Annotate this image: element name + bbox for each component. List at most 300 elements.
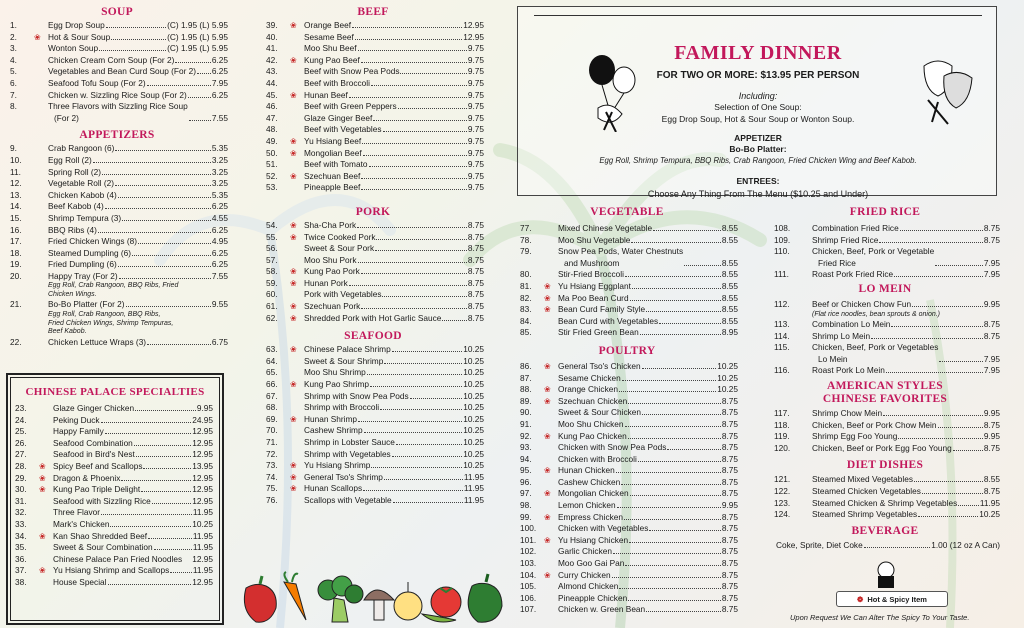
item-price: 8.75 — [721, 407, 738, 418]
leader-dots — [617, 507, 721, 508]
item-price: 7.95 — [983, 353, 1000, 364]
item-price: 9.75 — [467, 54, 484, 65]
menu-item — [262, 171, 484, 183]
item-number: 34. — [15, 530, 27, 541]
item-number: 36. — [15, 553, 27, 564]
leader-dots — [938, 427, 983, 428]
item-name: Vegetable Roll (2) — [48, 178, 114, 189]
menu-item — [11, 507, 213, 519]
item-name: Happy Family — [53, 426, 104, 437]
item-name: Empress Chicken — [558, 511, 624, 522]
item-name: Moo Shu Pork — [304, 254, 357, 265]
item-price: 8.75 — [467, 277, 484, 288]
menu-item — [11, 496, 213, 508]
item-name — [558, 246, 683, 269]
item-price: 10.25 — [463, 390, 484, 401]
hot-pepper-icon: ❀ — [290, 171, 297, 181]
item-number: 108. — [774, 223, 791, 233]
item-name: Seafood with Sizzling Rice — [53, 495, 151, 506]
family-dinner-box — [517, 6, 997, 199]
item-number: 38. — [15, 576, 27, 587]
hot-pepper-icon: ❀ — [544, 281, 551, 291]
leader-dots — [632, 288, 721, 289]
item-price: 8.75 — [467, 254, 484, 265]
item-number: 1. — [10, 20, 17, 30]
item-price: 8.55 — [721, 257, 738, 268]
item-name: Bean Curd Family Style — [558, 304, 646, 315]
item-price: 12.95 — [192, 484, 213, 495]
item-price: 9.75 — [467, 66, 484, 77]
hot-pepper-icon: ❀ — [39, 473, 46, 483]
item-price: 12.95 — [192, 495, 213, 506]
item-price: 9.75 — [467, 89, 484, 100]
leader-dots — [625, 276, 721, 277]
item-price: 9.75 — [467, 43, 484, 54]
menu-item — [770, 331, 1000, 343]
item-price: 8.55 — [721, 304, 738, 315]
menu-item — [262, 243, 484, 255]
item-name: Beef with Broccoli — [304, 77, 370, 88]
leader-dots — [106, 27, 166, 28]
item-price: 6.75 — [211, 336, 228, 347]
item-price: 10.25 — [979, 509, 1000, 520]
item-name: Stir-Fried Broccoli — [558, 269, 624, 280]
hot-pepper-icon: ❀ — [544, 396, 551, 406]
family-platter-desc: Egg Roll, Shrimp Tempura, BBQ Ribs, Crab Rangoon, Fried Chicken Wing and Beef Kabob. — [599, 156, 917, 165]
item-price: 6.25 — [211, 66, 228, 77]
item-number: 20. — [10, 270, 22, 281]
menu-item — [262, 32, 484, 44]
leader-dots — [121, 480, 191, 481]
item-price: (C) 1.95 (L) 5.95 — [167, 20, 228, 30]
item-name: Pineapple Beef — [304, 182, 361, 193]
menu-item — [6, 66, 228, 78]
leader-dots — [134, 445, 191, 446]
leader-dots — [622, 380, 717, 381]
item-name: Moo Goo Gai Pan — [558, 558, 625, 569]
item-name: Spring Roll (2) — [48, 166, 102, 177]
leader-dots — [118, 266, 211, 267]
item-price: 12.95 — [463, 20, 484, 30]
item-price: 9.95 — [196, 403, 213, 413]
item-price: 13.95 — [192, 460, 213, 471]
item-price: 3.25 — [211, 154, 228, 165]
pork-heading: PORK — [355, 205, 391, 218]
item-number: 84. — [520, 315, 532, 326]
vegetable-heading: VEGETABLE — [590, 206, 664, 218]
item-price: 9.75 — [467, 77, 484, 88]
item-number: 106. — [520, 592, 537, 603]
item-number: 18. — [10, 247, 22, 258]
leader-dots — [369, 166, 467, 167]
menu-item — [262, 449, 484, 461]
fried-rice-heading: FRIED RICE — [849, 206, 921, 218]
item-name: Scallops with Vegetable — [304, 494, 392, 505]
item-number: 93. — [520, 442, 532, 453]
item-number: 81. — [520, 280, 532, 291]
item-price: 8.75 — [983, 330, 1000, 341]
item-price: 6.25 — [211, 89, 228, 100]
item-number: 67. — [266, 390, 278, 401]
menu-item — [516, 419, 738, 431]
item-name-line-1: Three Flavors with Sizzling Rice Soup — [48, 101, 188, 112]
leader-dots — [373, 120, 467, 121]
item-number: 107. — [520, 604, 537, 615]
item-price: 8.75 — [721, 523, 738, 534]
menu-item — [11, 565, 213, 577]
item-name: Seafood Combination — [53, 437, 133, 448]
item-description: Beef Kabob. — [48, 328, 87, 336]
red-pepper-icon — [244, 576, 276, 622]
leader-dots — [148, 538, 192, 539]
item-name: Steamed Chicken & Shrimp Vegetables — [812, 497, 958, 508]
family-dinner-inner — [534, 15, 982, 199]
menu-item — [770, 408, 1000, 420]
item-name: Steamed Shrimp Vegetables — [812, 509, 918, 520]
item-number: 42. — [266, 54, 278, 65]
item-number: 5. — [10, 66, 17, 77]
menu-item — [262, 66, 484, 78]
menu-item — [6, 225, 228, 237]
item-price: 7.95 — [983, 269, 1000, 280]
item-price: 5.35 — [211, 189, 228, 200]
hot-pepper-icon: ❀ — [290, 220, 297, 230]
item-name: Steamed Chicken Vegetables — [812, 486, 921, 496]
item-description: (Flat rice noodles, bean sprouts & onion.) — [812, 310, 941, 318]
drama-masks-illustration — [918, 56, 978, 126]
item-name: House Special — [53, 576, 107, 587]
item-price: 24.95 — [192, 414, 213, 425]
tomato-icon — [431, 587, 461, 617]
item-number: 10. — [10, 154, 22, 165]
item-number: 63. — [266, 344, 278, 355]
leader-dots — [629, 542, 721, 543]
item-name: BBQ Ribs (4) — [48, 224, 97, 235]
hot-pepper-icon: ❀ — [290, 55, 297, 65]
menu-item — [6, 101, 228, 124]
item-price: 9.95 — [983, 408, 1000, 419]
soup-list — [6, 20, 228, 124]
menu-item — [262, 220, 484, 232]
item-name-line-2: and Mushroom — [564, 257, 620, 268]
menu-item — [262, 278, 484, 290]
diet-heading: DIET DISHES — [846, 459, 924, 472]
menu-item — [11, 484, 213, 496]
item-name: Moo Shu Shrimp — [304, 367, 366, 378]
hot-pepper-icon: ❀ — [290, 472, 297, 482]
leader-dots — [147, 344, 211, 345]
item-name: General Tso's Shrimp — [304, 471, 383, 482]
menu-item — [516, 558, 738, 570]
family-appetizer: APPETIZER — [734, 133, 782, 143]
item-name: Egg Roll (2) — [48, 154, 92, 165]
fried-rice-list — [770, 223, 1000, 281]
item-name: Yu Hsiang Shrimp and Scallops — [53, 565, 170, 576]
menu-item — [770, 223, 1000, 235]
item-name: Curry Chicken — [558, 569, 611, 580]
item-price: (C) 1.95 (L) 5.95 — [167, 43, 228, 54]
leader-dots — [361, 273, 467, 274]
leader-dots — [115, 150, 210, 151]
item-name: Chicken with Broccoli — [558, 453, 637, 464]
menu-item — [6, 259, 228, 271]
item-number: 75. — [266, 483, 278, 494]
item-name: Dragon & Phoenix — [53, 472, 121, 483]
menu-item — [516, 384, 738, 396]
onion-icon — [394, 582, 422, 620]
item-number: 101. — [520, 534, 537, 545]
spice-footnote: Upon Request We Can Alter The Spicy To Your Taste. — [790, 613, 970, 622]
item-name-line-2: (For 2) — [54, 112, 79, 123]
leader-dots — [630, 495, 721, 496]
item-price: 8.55 — [983, 474, 1000, 485]
leader-dots — [141, 491, 191, 492]
leader-dots — [361, 62, 467, 63]
item-price: 8.55 — [721, 292, 738, 303]
menu-item — [6, 90, 228, 102]
leader-dots — [115, 185, 211, 186]
item-price: 8.95 — [721, 327, 738, 338]
leader-dots — [640, 334, 721, 335]
family-platter: Bo-Bo Platter: — [729, 144, 787, 154]
leader-dots — [613, 553, 721, 554]
hot-pepper-icon: ❀ — [290, 302, 297, 312]
menu-item — [6, 143, 228, 155]
leader-dots — [126, 306, 211, 307]
item-number: 7. — [10, 89, 17, 100]
item-number: 112. — [774, 298, 790, 309]
chef-illustration — [866, 560, 906, 590]
item-number: 17. — [10, 236, 22, 247]
leader-dots — [616, 472, 721, 473]
hot-pepper-icon: ❀ — [544, 361, 551, 371]
specialties-heading: CHINESE PALACE SPECIALTIES — [25, 386, 205, 398]
item-price: 8.75 — [983, 319, 1000, 330]
item-price: 8.75 — [721, 453, 738, 464]
leader-dots — [886, 372, 983, 373]
item-price: 8.75 — [467, 266, 484, 277]
item-price: 7.95 — [983, 257, 1000, 268]
menu-item — [262, 289, 484, 301]
column-beef-pork-seafood — [262, 0, 484, 507]
american-heading-1: AMERICAN STYLES — [826, 380, 943, 393]
lo-mein-list — [770, 299, 1000, 377]
item-price: 9.75 — [467, 124, 484, 135]
item-number: 78. — [520, 234, 532, 245]
item-number: 119. — [774, 431, 790, 442]
leader-dots — [152, 503, 191, 504]
item-price: 6.25 — [211, 201, 228, 212]
menu-item — [6, 271, 228, 283]
item-number: 22. — [10, 336, 22, 347]
item-number: 94. — [520, 453, 532, 464]
pepper-icon: ❁ — [857, 594, 864, 604]
item-number: 50. — [266, 147, 278, 158]
item-price: 10.25 — [717, 360, 738, 371]
hot-pepper-icon: ❀ — [290, 414, 297, 424]
menu-item — [262, 495, 484, 507]
item-price: 10.25 — [463, 379, 484, 390]
item-price: 8.75 — [983, 223, 1000, 233]
hot-pepper-icon: ❀ — [290, 313, 297, 323]
item-price: 12.95 — [463, 31, 484, 42]
menu-item — [516, 593, 738, 605]
leader-dots — [380, 409, 462, 410]
hot-pepper-icon: ❀ — [290, 461, 297, 471]
leader-dots — [108, 584, 192, 585]
menu-item — [262, 43, 484, 55]
menu-item — [516, 512, 738, 524]
leader-dots — [393, 502, 463, 503]
item-price: 12.95 — [192, 437, 213, 448]
item-number: 104. — [520, 569, 537, 580]
leader-dots — [935, 265, 983, 266]
item-price: 8.75 — [721, 546, 738, 557]
leader-dots — [646, 611, 721, 612]
menu-item — [516, 523, 738, 535]
leader-dots — [914, 481, 983, 482]
item-name: Kung Pao Shrimp — [304, 379, 370, 390]
leader-dots — [364, 432, 463, 433]
leader-dots — [642, 368, 717, 369]
diet-list — [770, 474, 1000, 520]
item-name: Beef Kabob (4) — [48, 201, 104, 212]
item-name: Kung Pao Pork — [304, 266, 360, 277]
item-number: 51. — [266, 159, 278, 170]
item-name-line-1: Snow Pea Pods, Water Chestnuts — [558, 246, 684, 257]
item-number: 19. — [10, 259, 22, 270]
item-name: Orange Beef — [304, 20, 352, 30]
menu-item — [516, 269, 738, 281]
item-name: Chicken Cream Corn Soup (For 2) — [48, 54, 175, 65]
item-price: 8.75 — [983, 419, 1000, 430]
item-number: 123. — [774, 497, 791, 508]
item-name: Bo-Bo Platter (For 2) — [48, 299, 125, 310]
menu-item — [516, 373, 738, 385]
item-price: 10.25 — [463, 448, 484, 459]
menu-item — [770, 443, 1000, 455]
item-name: Pineapple Chicken — [558, 592, 628, 603]
menu-item — [6, 55, 228, 67]
item-number: 92. — [520, 430, 532, 441]
item-number: 11. — [10, 166, 21, 177]
item-price: 8.75 — [721, 418, 738, 429]
item-number: 91. — [520, 418, 532, 429]
leader-dots — [375, 250, 467, 251]
leader-dots — [625, 565, 720, 566]
item-price: 7.95 — [983, 365, 1000, 376]
leader-dots — [621, 484, 721, 485]
poultry-heading: POULTRY — [598, 344, 656, 357]
item-number: 27. — [15, 449, 27, 460]
menu-item — [11, 438, 213, 450]
green-pepper-icon — [468, 574, 502, 622]
leader-dots — [358, 50, 467, 51]
item-name: Shredded Pork with Hot Garlic Sauce — [304, 312, 442, 323]
menu-item — [770, 299, 1000, 311]
leader-dots — [922, 493, 983, 494]
leader-dots — [136, 456, 191, 457]
leader-dots — [912, 306, 983, 307]
item-name: Beef or Chicken Chow Fun — [812, 298, 912, 309]
poultry-list — [516, 361, 738, 616]
leader-dots — [619, 588, 720, 589]
item-number: 31. — [15, 495, 27, 506]
item-price: 8.75 — [467, 289, 484, 300]
menu-item — [516, 431, 738, 443]
item-number: 32. — [15, 507, 27, 518]
item-price: 8.75 — [721, 581, 738, 592]
item-name: Szechuan Chicken — [558, 395, 628, 406]
menu-item — [516, 246, 738, 269]
hot-pepper-icon: ❀ — [544, 431, 551, 441]
item-number: 65. — [266, 367, 278, 378]
column-rice-noodles — [770, 206, 1000, 551]
item-name: Chicken with Snow Pea Pods — [558, 442, 667, 453]
hot-pepper-icon: ❀ — [290, 345, 297, 355]
leader-dots — [442, 320, 466, 321]
item-price: 8.75 — [721, 395, 738, 406]
leader-dots — [361, 189, 467, 190]
item-name: Shrimp in Lobster Sauce — [304, 437, 395, 447]
menu-item — [6, 32, 228, 44]
leader-dots — [358, 262, 467, 263]
menu-item — [516, 465, 738, 477]
leader-dots — [384, 479, 463, 480]
menu-item — [262, 313, 484, 325]
menu-item — [11, 426, 213, 438]
item-price: 9.75 — [467, 135, 484, 146]
item-price: 9.95 — [721, 500, 738, 511]
item-price: 11.95 — [463, 483, 484, 494]
leader-dots — [175, 62, 211, 63]
item-name: Hunan Scallops — [304, 483, 363, 494]
item-number: 80. — [520, 269, 532, 280]
hot-pepper-icon: ❀ — [34, 32, 41, 42]
menu-item — [516, 488, 738, 500]
menu-item — [6, 43, 228, 55]
item-price: 8.75 — [721, 465, 738, 476]
item-description: Egg Roll, Crab Rangoon, BBQ Ribs, Fried — [48, 282, 179, 290]
menu-item — [6, 178, 228, 190]
item-number: 16. — [10, 224, 22, 235]
item-price: 8.75 — [983, 486, 1000, 496]
item-price: 12.95 — [192, 553, 213, 564]
item-name: Spicy Beef and Scallops — [53, 460, 143, 471]
item-price: 10.25 — [463, 437, 484, 447]
item-price: 9.95 — [983, 298, 1000, 309]
leader-dots — [642, 414, 721, 415]
legend-label: Hot & Spicy Item — [867, 594, 927, 604]
menu-item — [6, 248, 228, 260]
item-number: 118. — [774, 419, 790, 430]
menu-item — [6, 78, 228, 90]
item-number: 74. — [266, 471, 278, 482]
item-description: Chicken Wings. — [48, 290, 97, 298]
item-price: 4.95 — [211, 236, 228, 247]
item-name: Beef with Tomato — [304, 159, 368, 170]
item-price: 11.95 — [192, 542, 213, 553]
item-name: Three Flavor — [53, 507, 101, 518]
item-number: 121. — [774, 474, 791, 485]
item-name: Sha-Cha Pork — [304, 219, 357, 230]
leader-dots — [362, 143, 467, 144]
leader-dots — [392, 456, 463, 457]
leader-dots — [864, 547, 931, 548]
menu-item — [516, 293, 738, 305]
menu-item — [262, 136, 484, 148]
item-name: Moo Shu Vegetable — [558, 234, 631, 245]
